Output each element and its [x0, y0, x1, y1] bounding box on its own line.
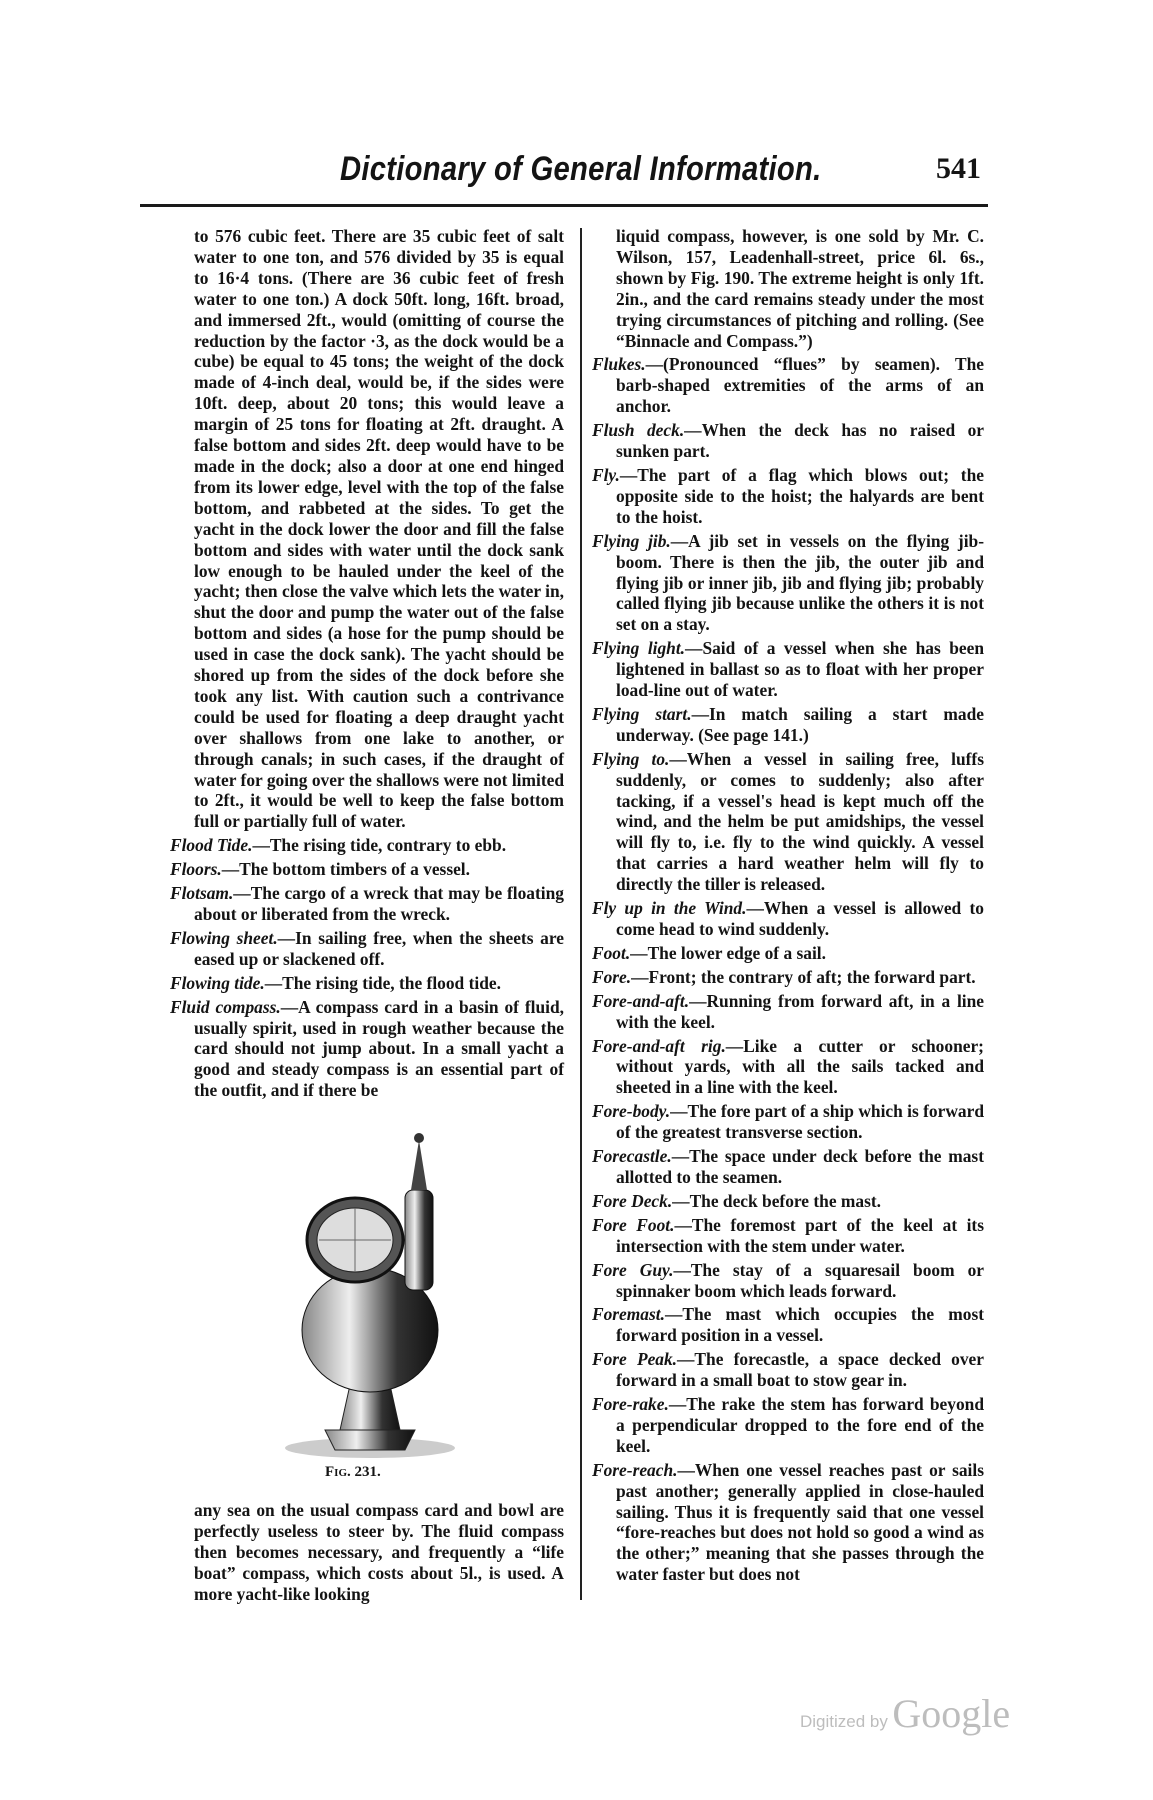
continued-paragraph: liquid compass, however, is one sold by Mr. C. Wilson, 157, Leadenhall-street, price 6l. 6s., shown by Fig. 190. The extreme height is only 1ft. 2in., and the card remains steady under the most trying circumstances of pitching and rolling. (See “Binnacle and Compass.”): [616, 226, 984, 351]
entry-definition: —The deck before the mast.: [672, 1190, 881, 1211]
dictionary-entry: [592, 354, 984, 417]
entry-term: Fly up in the Wind.: [592, 898, 747, 919]
dictionary-entry: [592, 1215, 984, 1257]
entry-definition: —Front; the contrary of aft; the forward part.: [631, 966, 976, 987]
dictionary-entry: [592, 1304, 984, 1346]
entry-term: Floors.: [170, 859, 222, 880]
right-entries: [592, 354, 984, 1585]
entry-definition: —The space under deck before the mast allotted to the seamen.: [616, 1146, 984, 1187]
entry-definition: —When the deck has no raised or sunken part.: [616, 420, 984, 462]
entry-term: Fore Guy.: [592, 1259, 674, 1280]
entry-definition: —The mast which occupies the most forward position in a vessel.: [616, 1304, 984, 1346]
entry-term: Flood Tide.: [170, 835, 253, 856]
entry-definition: —The rising tide, the flood tide.: [264, 972, 501, 993]
entry-definition: —When a vessel in sailing free, luffs suddenly, or comes to suddenly; also after tacking, if a vessel's head is kept much off the wind, and the helm be put amidships, the vessel will fly to, i.e. fly to the wind quickly. A vessel that carries a hard weather helm will fly to directly the tiller is released.: [616, 748, 984, 895]
entry-term: Fore Peak.: [592, 1349, 678, 1370]
entry-definition: —The part of a flag which blows out; the opposite side to the hoist; the halyards are bent to the hoist.: [616, 464, 984, 527]
dictionary-entry: [592, 943, 984, 964]
column-divider: [580, 228, 582, 1600]
entry-term: Flush deck.: [592, 420, 685, 441]
entry-definition: —A compass card in a basin of fluid, usually spirit, used in rough weather because the card should not jump about. In a small yacht a good and steady compass is an essential part of the outfit, and if there be: [194, 996, 564, 1101]
watermark-brand: Google: [892, 1691, 1011, 1736]
entry-definition: —Like a cutter or schooner; without yards, with all the sails tacked and sheeted in a line with the keel.: [616, 1035, 984, 1098]
entry-definition: —When one vessel reaches past or sails past another; generally applied in close-hauled sailing. Thus it is frequently said that one vessel “fore-reaches but does not hold so good a wind as the other;” meaning that she passes through the water faster but does not: [616, 1459, 984, 1585]
dictionary-entry: [592, 898, 984, 940]
left-column-after-figure: [170, 1500, 564, 1608]
entry-term: Flukes.: [592, 354, 646, 375]
entry-term: Fore Foot.: [592, 1214, 675, 1235]
entry-term: Fore-and-aft rig.: [592, 1035, 726, 1056]
dictionary-entry: [592, 749, 984, 895]
entry-definition: —In match sailing a start made underway. (See page 141.): [616, 703, 984, 745]
entry-term: Flowing tide.: [170, 972, 265, 993]
entry-definition: —A jib set in vessels on the flying jib-boom. There is then the jib, the outer jib and flying jib or inner jib, jib and flying jib; probably called flying jib because unlike the others it is not set on a stay.: [616, 530, 984, 635]
entry-definition: —The lower edge of a sail.: [630, 942, 826, 963]
dictionary-entry: [592, 991, 984, 1033]
entry-term: Flotsam.: [170, 883, 234, 904]
entry-definition: —The rake the stem has forward beyond a perpendicular dropped to the fore end of the keel.: [616, 1394, 984, 1456]
dictionary-entry: [592, 1394, 984, 1457]
dictionary-entry: [170, 883, 564, 925]
entry-term: Flying to.: [592, 748, 670, 769]
entry-term: Fluid compass.: [170, 996, 281, 1017]
dictionary-entry: [592, 1460, 984, 1585]
page-number: 541: [936, 152, 981, 185]
dictionary-entry: [170, 859, 564, 880]
dictionary-entry: [592, 638, 984, 701]
dictionary-entry: [592, 967, 984, 988]
dictionary-entry: [170, 835, 564, 856]
entry-definition: —The bottom timbers of a vessel.: [221, 859, 470, 880]
watermark: [800, 1690, 1010, 1737]
entry-definition: —The fore part of a ship which is forward of the greatest transverse section.: [616, 1101, 984, 1143]
paragraph-after-figure: any sea on the usual compass card and bowl are perfectly useless to steer by. The fluid compass then becomes necessary, and frequently a “life boat” compass, which costs about 5l., is used. A more yacht-like looking: [194, 1500, 564, 1604]
header-rule: [140, 204, 988, 207]
fluid-compass-figure: [285, 1130, 465, 1460]
dictionary-entry: [592, 1191, 984, 1212]
entry-term: Foot.: [592, 942, 631, 963]
entry-definition: —The forecastle, a space decked over forward in a small boat to stow gear in.: [616, 1349, 984, 1391]
dictionary-entry: [592, 1260, 984, 1302]
entry-definition: —When a vessel is allowed to come head to wind suddenly.: [616, 898, 984, 939]
dictionary-entry: [170, 928, 564, 970]
entry-definition: —The foremost part of the keel at its intersection with the stem under water.: [616, 1214, 984, 1256]
left-entries: [170, 835, 564, 1101]
entry-definition: —In sailing free, when the sheets are eased up or slackened off.: [194, 927, 564, 969]
compass-illustration: [285, 1130, 465, 1460]
entry-term: Fore Deck.: [592, 1190, 673, 1211]
entry-term: Fore-and-aft.: [592, 990, 690, 1011]
entry-term: Forecastle.: [592, 1146, 672, 1167]
entry-definition: —(Pronounced “flues” by seamen). The barb-shaped extremities of the arms of an anchor.: [616, 354, 984, 417]
entry-definition: —The cargo of a wreck that may be floating about or liberated from the wreck.: [194, 883, 564, 924]
dictionary-entry: [592, 1036, 984, 1099]
figure-caption: Fig. 231.: [325, 1464, 381, 1480]
watermark-prefix: Digitized by: [800, 1712, 888, 1731]
left-column: [170, 226, 564, 1104]
entry-definition: —The stay of a squaresail boom or spinnaker boom which leads forward.: [616, 1259, 984, 1301]
entry-term: Fly.: [592, 464, 620, 485]
dictionary-entry: [592, 465, 984, 528]
entry-term: Fore-reach.: [592, 1459, 678, 1480]
entry-definition: —The rising tide, contrary to ebb.: [252, 835, 507, 856]
page-title: Dictionary of General Information.: [340, 150, 822, 188]
right-column: [592, 226, 984, 1588]
entry-term: Foremast.: [592, 1304, 665, 1325]
dictionary-entry: [170, 997, 564, 1102]
dictionary-entry: [592, 1101, 984, 1143]
entry-term: Fore-body.: [592, 1101, 671, 1122]
entry-term: Fore-rake.: [592, 1394, 669, 1415]
entry-term: Flying light.: [592, 638, 686, 659]
entry-term: Flowing sheet.: [170, 927, 278, 948]
entry-term: Fore.: [592, 966, 632, 987]
dictionary-entry: [592, 420, 984, 462]
dictionary-entry: [592, 704, 984, 746]
entry-term: Flying jib.: [592, 530, 671, 551]
dictionary-entry: [170, 973, 564, 994]
dictionary-entry: [592, 1146, 984, 1188]
dictionary-entry: [592, 531, 984, 636]
continued-paragraph: to 576 cubic feet. There are 35 cubic feet of salt water to one ton, and 576 divided by 35 is equal to 16·4 tons. (There are 36 cubic feet of fresh water to one ton.) A dock 50ft. long, 16ft. broad, and immersed 2ft., would (omitting of course the reduction by the factor ·3, as the dock would be a cube) be equal to 45 tons; the weight of the dock made of 4-inch deal, would be, if the sides were 10ft. deep, about 20 tons; this would leave a margin of 25 tons for floating at 2ft. draught. A false bottom and sides 2ft. deep would have to be made in the dock; also a door at one end hinged from its lower edge, level with the top of the false bottom, and rabbeted at the sides. To get the yacht in the dock lower the door and fill the false bottom and sides with water until the dock sank low enough to be hauled under the keel of the yacht; then close the valve which lets the water in, shut the door and pump the water out of the false bottom and sides (a hose for the pump should be used in case the dock sank). The yacht should be shored up from the sides of the dock before she took any list. With caution such a contrivance could be used for floating a deep draught yacht over shallows from one lake to another, or through canals; in such cases, if the draught of water for going over the shallows were not limited to 2ft., it would be well to keep the false bottom full or partially full of water.: [194, 226, 564, 832]
entry-term: Flying start.: [592, 703, 692, 724]
entry-definition: —Running from forward aft, in a line with the keel.: [616, 990, 984, 1032]
dictionary-entry: [592, 1349, 984, 1391]
entry-definition: —Said of a vessel when she has been lightened in ballast so as to float with her proper load-line out of water.: [616, 638, 985, 701]
